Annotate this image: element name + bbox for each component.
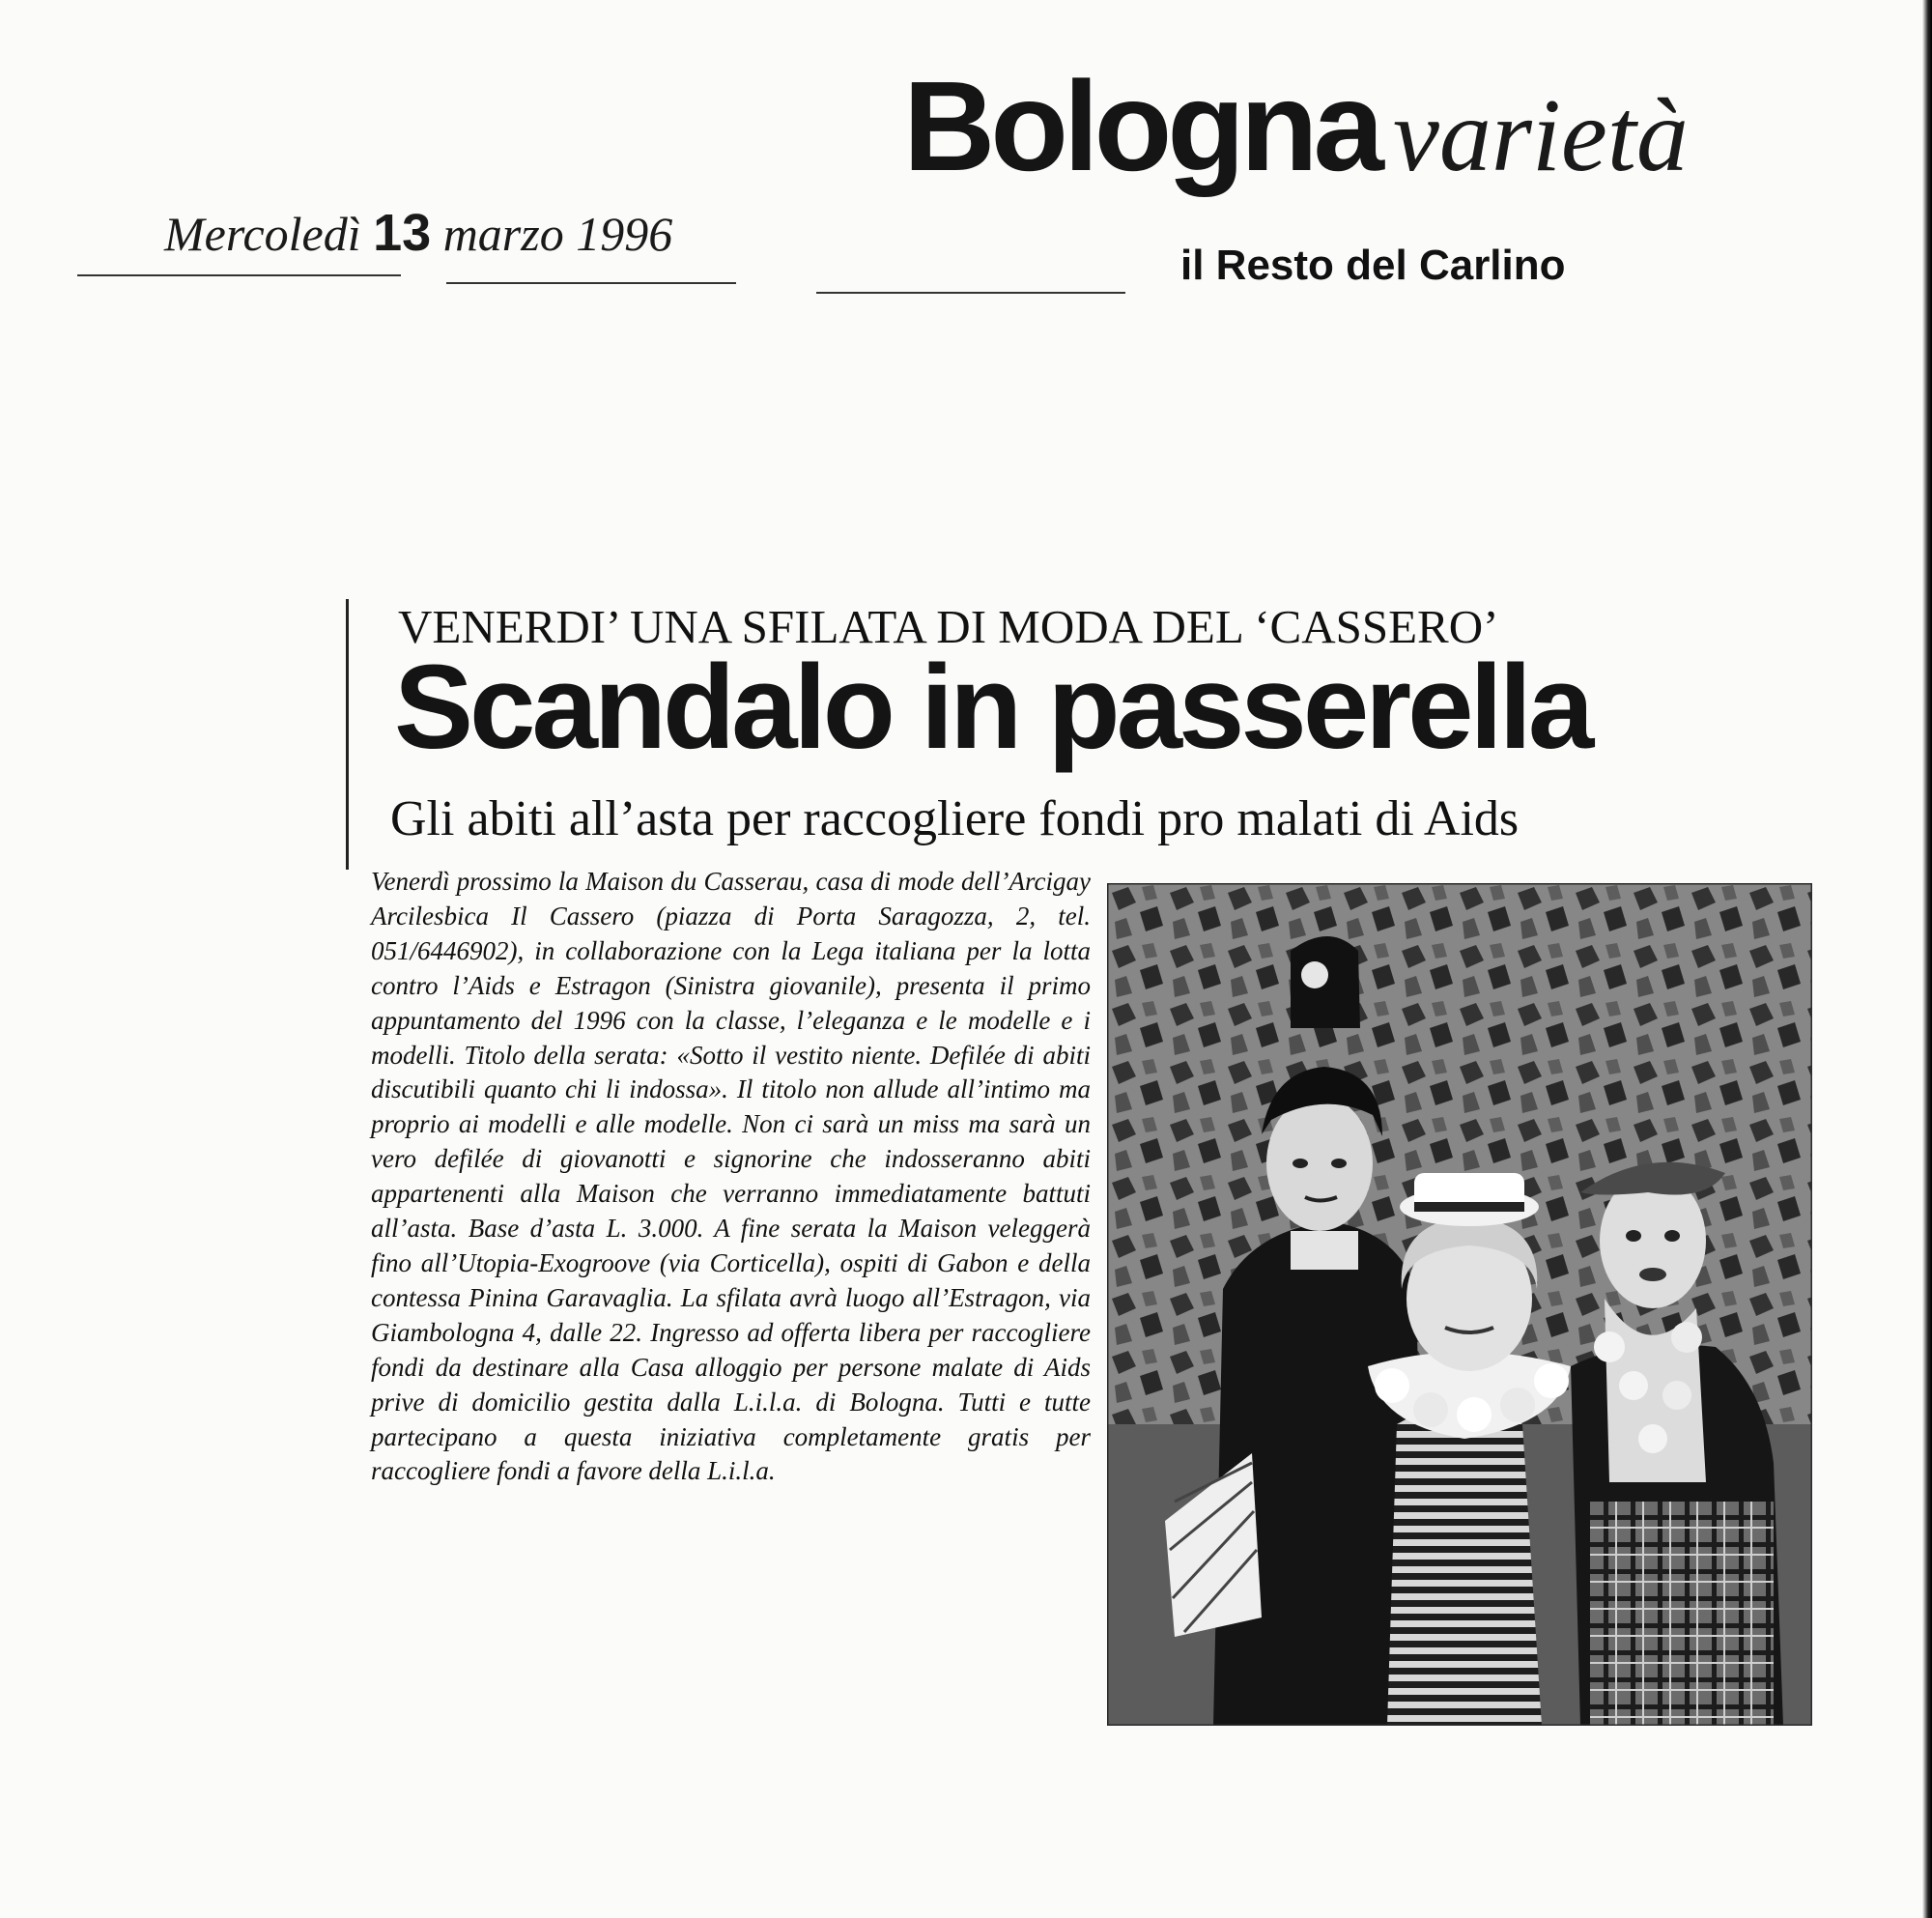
- date-month-year: marzo 1996: [442, 207, 673, 261]
- article-side-rule: [346, 599, 349, 870]
- date-rule-left: [77, 274, 401, 276]
- newspaper-name: il Resto del Carlino: [1180, 242, 1566, 289]
- section-masthead: [903, 53, 1689, 199]
- article-kicker: VENERDI’ UNA SFILATA DI MODA DEL ‘CASSERO’: [398, 600, 1499, 653]
- masthead-section: varietà: [1392, 78, 1689, 193]
- article-headline: Scandalo in passerella: [394, 642, 1591, 774]
- date-day: 13: [373, 204, 432, 262]
- article-body: Venerdì prossimo la Maison du Casserau, casa di mode dell’Arcigay Arcilesbica Il Cassero (piazza di Porta Saragozza, 2, tel. 051/6446902), in collaborazione con la Lega italiana per la lotta contro l’Aids e Estragon (Sinistra giovanile), presenta il primo appuntamento del 1996 con la classe, l’eleganza e le modelle e i modelli. Titolo della serata: «Sotto il vestito niente. Defilée di abiti discutibili quanto chi li indossa». Il titolo non allude all’intimo ma proprio ai modelli e alle modelle. Non ci sarà un miss ma sarà un vero defilée di giovanotti e signorine che indosseranno abiti appartenenti alla Maison che verranno immediatamente battuti all’asta. Base d’asta L. 3.000. A fine serata la Maison veleggerà fino all’Utopia-Exogroove (via Corticella), ospiti di Gabon e della contessa Pinina Garavaglia. La sfilata avrà luogo all’Estragon, via Giambologna 4, dalle 22. Ingresso ad offerta libera per raccogliere fondi da destinare alla Casa alloggio per persone malate di Aids prive di domicilio gestita dalla L.i.l.a. di Bologna. Tutti e tutte partecipano a questa iniziativa completamente gratis per raccogliere fondi a favore della L.i.l.a.: [371, 867, 1091, 1486]
- date-rule-middle: [446, 282, 736, 284]
- article-photo: [1107, 883, 1812, 1726]
- publication-date: [164, 203, 672, 263]
- date-rule-right: [816, 292, 1125, 294]
- date-weekday: Mercoledì: [164, 207, 361, 261]
- article-subheadline: Gli abiti all’asta per raccogliere fondi pro malati di Aids: [390, 791, 1520, 846]
- scan-page-edge: [1922, 0, 1932, 1918]
- masthead-brand: Bologna: [903, 55, 1379, 197]
